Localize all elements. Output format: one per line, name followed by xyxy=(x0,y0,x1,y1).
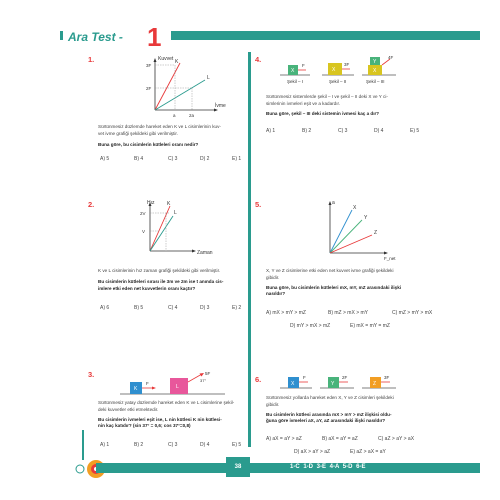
axis-y-arrow xyxy=(154,58,157,62)
force-f-head xyxy=(152,387,156,390)
column-divider xyxy=(248,52,251,447)
question-6-figure xyxy=(270,368,410,394)
y-axis-label: Kuvvet xyxy=(158,56,174,62)
line-y xyxy=(330,220,362,253)
q1-option-c[interactable]: C) 3 xyxy=(168,156,178,162)
question-3-text: Sürtünmesiz yatay düzlemde hareket eden K ve L cisimlerine şekil- deki kuvvetler etki etmektedir. Bu cisimlerin ivmeleri eşit ise, L nin kütlesi K nin kütlesi- nin kaç katıdır? (sin 37° = 0,6; cos 37°=0,8) xyxy=(98,400,235,429)
s1-block-label: X xyxy=(291,68,295,74)
force-5f-label: 5F xyxy=(205,371,211,376)
s3-caption: Şekil – III xyxy=(366,79,385,84)
q5-option-a[interactable]: A) mX > mY > mZ xyxy=(266,310,306,316)
label-z: Z xyxy=(374,230,378,236)
q6-option-e[interactable]: E) aZ > aX = aY xyxy=(350,449,386,455)
question-4-figure xyxy=(270,55,410,91)
x-axis-label: Zaman xyxy=(197,250,213,256)
q4-option-c[interactable]: C) 3 xyxy=(338,128,348,134)
question-1-text: Sürtünmesiz düzlemde hareket eden K ve L cisimlerinin kuv- vet ivme grafiği şekildeki gibi verilmiştir. Buna göre, bu cisimlerin kütleleri oranı nedir? xyxy=(98,124,221,147)
q5-option-c[interactable]: C) mZ > mY > mX xyxy=(392,310,433,316)
angle-label: 37° xyxy=(200,378,207,383)
q3-option-a[interactable]: A) 1 xyxy=(100,442,110,448)
force-f-label: F xyxy=(146,381,149,386)
q6-option-d[interactable]: D) aX > aY > aZ xyxy=(294,449,331,455)
q3-option-b[interactable]: B) 2 xyxy=(134,442,144,448)
block-z-label: Z xyxy=(373,381,377,387)
line-z xyxy=(330,235,372,253)
question-6-number: 6. xyxy=(255,375,262,384)
s1-caption: Şekil – I xyxy=(287,79,304,84)
block-x-label: X xyxy=(291,381,295,387)
question-3-number: 3. xyxy=(88,370,95,379)
q2-option-d[interactable]: D) 3 xyxy=(200,305,210,311)
q6-option-b[interactable]: B) aX = aY = aZ xyxy=(322,436,358,442)
y-tick-2v: 2V xyxy=(140,211,146,216)
x-axis-label: İvme xyxy=(215,103,226,109)
block-l-label: L xyxy=(176,384,179,390)
q3-option-e[interactable]: E) 5 xyxy=(232,442,242,448)
question-6-text: Sürtünmesiz yollarda hareket eden X, Y ve Z cisimleri şekildeki gibidir. Bu cisimlerin kütlesi arasında mX > mY > mZ ilişkisi oldu- ğuna göre ivmeleri aX, aY, aZ arasındaki ilişki nasıldır? xyxy=(266,395,394,424)
question-5-number: 5. xyxy=(255,200,262,209)
s3-block-y-label: Y xyxy=(373,59,377,65)
question-2-graph xyxy=(125,199,235,261)
line-x xyxy=(330,210,352,253)
label-l: L xyxy=(174,210,177,216)
y-axis-label: Hız xyxy=(147,200,155,206)
label-y: Y xyxy=(364,215,368,221)
block-k-label: K xyxy=(134,386,138,392)
line-l xyxy=(150,216,173,251)
y-tick-3f: 3F xyxy=(146,63,152,68)
label-k: K xyxy=(175,59,179,65)
force-f-label: F xyxy=(303,375,306,380)
q3-option-c[interactable]: C) 3 xyxy=(168,442,178,448)
y-tick-2f: 2F xyxy=(146,86,152,91)
q5-option-b[interactable]: B) mZ > mX > mY xyxy=(328,310,369,316)
question-3-figure xyxy=(120,370,230,398)
question-2-number: 2. xyxy=(88,200,95,209)
axis-x-arrow xyxy=(384,252,388,255)
s3-force-label: 4F xyxy=(388,55,394,60)
question-1-number: 1. xyxy=(88,55,95,64)
x-axis-label: F_net xyxy=(384,256,396,261)
question-5-text: X, Y ve Z cisimlerine etki eden net kuvvet ivme grafiği şekildeki gibidir. Buna göre, bu cisimlerin kütleleri mX, mY, mZ arasındaki ilişki nasıldır? xyxy=(266,268,402,297)
page-title: Ara Test - xyxy=(68,30,123,44)
q2-option-e[interactable]: E) 2 xyxy=(232,305,242,311)
label-k: K xyxy=(167,201,171,207)
q5-option-d[interactable]: D) mY > mX > mZ xyxy=(290,323,331,329)
q4-option-b[interactable]: B) 2 xyxy=(302,128,312,134)
q1-option-b[interactable]: B) 4 xyxy=(134,156,144,162)
q6-option-c[interactable]: C) aZ > aY > aX xyxy=(378,436,415,442)
question-4-text: Sürtünmesiz sistemlerde şekil – I ve şekil – II deki X ve Y ci- simlerinin ivmeleri eşit ve a kadardır. Buna göre, şekil – III deki sistemin ivmesi kaç a dır? xyxy=(266,94,388,116)
label-x: X xyxy=(353,205,357,211)
test-number: 1 xyxy=(147,22,162,52)
x-tick-2a: 2a xyxy=(189,113,195,118)
q5-option-e[interactable]: E) mX = mY = mZ xyxy=(350,323,390,329)
question-4-number: 4. xyxy=(255,55,262,64)
s2-force-label: 3F xyxy=(344,62,350,67)
q3-option-d[interactable]: D) 4 xyxy=(200,442,210,448)
force-2f-label: 2F xyxy=(342,375,348,380)
q4-option-a[interactable]: A) 1 xyxy=(266,128,276,134)
x-tick-a: a xyxy=(173,113,176,118)
block-y-label: Y xyxy=(331,381,335,387)
q6-option-a[interactable]: A) aX = aY > aZ xyxy=(266,436,302,442)
s2-caption: Şekil – II xyxy=(329,79,347,84)
question-5-graph xyxy=(310,198,400,260)
q2-option-c[interactable]: C) 4 xyxy=(168,305,178,311)
question-2-text: K ve L cisimlerinin hız zaman grafiği şekildeki gibi verilmiştir. Bu cisimlerin kütleleri sırası ile 3m ve 2m ise t anında cis- imlere etki eden net kuvvetlerin oranı kaçtır? xyxy=(98,268,224,291)
y-axis-label: a xyxy=(332,200,335,206)
footer-bar xyxy=(96,463,480,473)
question-1-graph xyxy=(125,55,235,117)
y-tick-v: V xyxy=(142,229,146,234)
q2-option-a[interactable]: A) 6 xyxy=(100,305,110,311)
q1-option-d[interactable]: D) 2 xyxy=(200,156,210,162)
q2-option-b[interactable]: B) 5 xyxy=(134,305,144,311)
q4-option-d[interactable]: D) 4 xyxy=(374,128,384,134)
q1-option-e[interactable]: E) 1 xyxy=(232,156,242,162)
answer-key: 1-C 1-D 3-E 4-A 5-D 6-E xyxy=(290,464,366,470)
s2-block-label: X xyxy=(332,67,336,73)
q1-option-a[interactable]: A) 5 xyxy=(100,156,110,162)
label-l: L xyxy=(207,75,210,81)
q4-option-e[interactable]: E) 5 xyxy=(410,128,420,134)
force-3f-label: 3F xyxy=(384,375,390,380)
s1-force-label: F xyxy=(302,63,305,68)
s3-block-x-label: X xyxy=(373,68,377,74)
axis-x-arrow xyxy=(192,250,196,253)
block-l xyxy=(170,378,188,394)
page-number: 38 xyxy=(226,457,250,477)
